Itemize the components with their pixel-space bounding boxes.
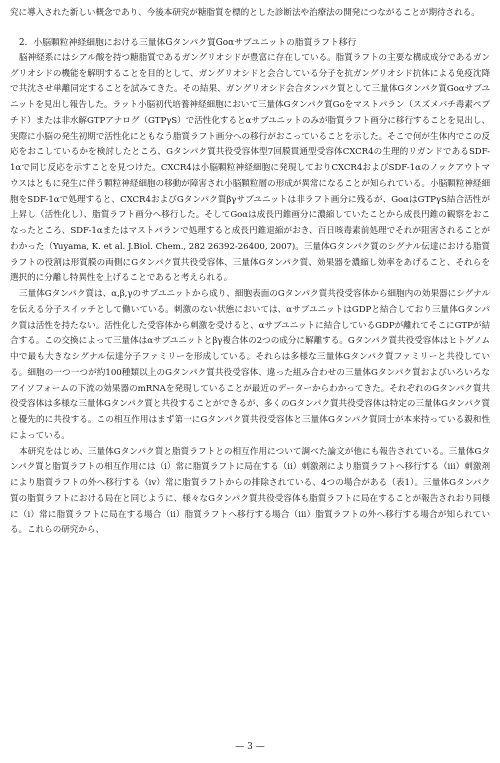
body-paragraph-2: 三量体Gタンパク質は、α,β,γのサブユニットから成り、細胞表面のGタンパク質共役受容体から細胞内の効果器にシグナルを伝える分子スイッチとして働いている。刺激のない状態においては、αサブユニットはGDPと結合しており三量体Gタンパク質は活性を持たない。活性化した受容体から刺激を受けると、αサブユニットに結合しているGDPが離れてそこにGTPが結合する。この交換によって三量体はαサブユニットとβγ複合体の2つの成分に解離する。Gタンパク質共役受容体はヒトゲノム中で最も大きなシグナル伝達分子ファミリーを形成している。それらは多様な三量体Gタンパク質ファミリーと共役している。細胞の一つ一つが約100種類以上のGタンパク質共役受容体、違った組み合わせの三量体Gタンパク質およびいろいろなアイソフォームの下流の効果器のmRNAを発現していることが最近のデーターからわかってきた。それぞれのGタンパク質共役受容体は多様な三量体Gタンパク質と共役することができるが、多くのGタンパク質共役受容体は特定の三量体Gタンパク質と優先的に共役する。この相互作用はまず第一にGタンパク質共役受容体と三量体Gタンパク質同士が本来持っている親和性によっている。 [10,289,491,441]
body-paragraph-1: 脳神経系にはシアル酸を持つ糖脂質であるガングリオシドが豊富に存在している。脂質ラフトの主要な構成成分であるガングリオシドの機能を解明することを目的として、ガングリオシドと会合している分子を抗ガングリオシド抗体による免疫沈降で共沈させ単離同定することを試みてきた。その結果、ガングリオシド会合タンパク質として三量体Gタンパク質Goαサブユニットを見出し報告した。ラット小脳初代培養神経細胞において三量体Gタンパク質Goをマストパラン（スズメバチ毒素ペプチド）または非水解GTPアナログ（GTPγS）で活性化するとαサブユニットのみが脂質ラフト画分に移行することを見出し、実際に小脳の発生初期で活性化にともなう脂質ラフト画分への移行がおこっていることを示した。そこで何が生体内でこの反応をおこしているかを検討したところ、Gタンパク質共役受容体型7回膜貫通型受容体CXCR4の生理的リガンドであるSDF-1αで同じ反応を示すことを見つけた。CXCR4は小脳顆粒神経細胞に発現しておりCXCR4およびSDF-1αのノックアウトマウスはともに発生に伴う顆粒神経細胞の移動が障害され小脳顆粒層の形成が異常になることが知られている。小脳顆粒神経細胞をSDF-1αで処理すると、CXCR4およびGタンパク質βγサブユニットは非ラフト画分に残るが、GoαはGTPγS結合活性が上昇し（活性化し）、脂質ラフト画分へ移行した。そしてGoαは成長円錐画分に濃縮していたことから成長円錐の観察をおこなったところ、SDF-1αまたはマストパランで処理すると成長円錐退縮がおき、百日咳毒素前処理でそれが阻害されることがわかった（Yuyama, K. et al. J.Biol. Chem., 282 26392-26400, 2007)。三量体Gタンパク質のシグナル伝達における脂質ラフトの役割は形質膜の両側にGタンパク質共役受容体、三量体Gタンパク質、効果器を濃縮し効率をあげること、それらを選択的に分離し特異性を上げることであると考えられる。 [10,52,490,284]
intro-paragraph: 究に導入された新しい概念であり、今後本研究が糖脂質を標的とした診断法や治療法の開発につながることが期待される。 [10,8,480,18]
page-number: — 3 — [235,742,265,752]
section-heading: 2．小脳顆粒神経細胞における三量体Gタンパク質Goαサブユニットの脂質ラフト移行 [19,37,357,48]
body-paragraph-3: 本研究をはじめ、三量体Gタンパク質と脂質ラフトとの相互作用について調べた論文が他にも報告されている。三量体Gタンパク質と脂質ラフトの相互作用には（i）常に脂質ラフトに局在する（ii）刺激剤により脂質ラフトへ移行する（iii）刺激剤により脂質ラフトの外へ移行する（iv）常に脂質ラフトからの排除されている、4つの場合がある（表1）。三量体Gタンパク質の脂質ラフトにおける局在と同じように、様々なGタンパク質共役受容体も脂質ラフトに局在することが報告されおり同様に（i）常に脂質ラフトに局在する場合（ii）脂質ラフトへ移行する場合（iii）脂質ラフトの外へ移行する場合が知られている。これらの研究から、 [10,446,490,536]
